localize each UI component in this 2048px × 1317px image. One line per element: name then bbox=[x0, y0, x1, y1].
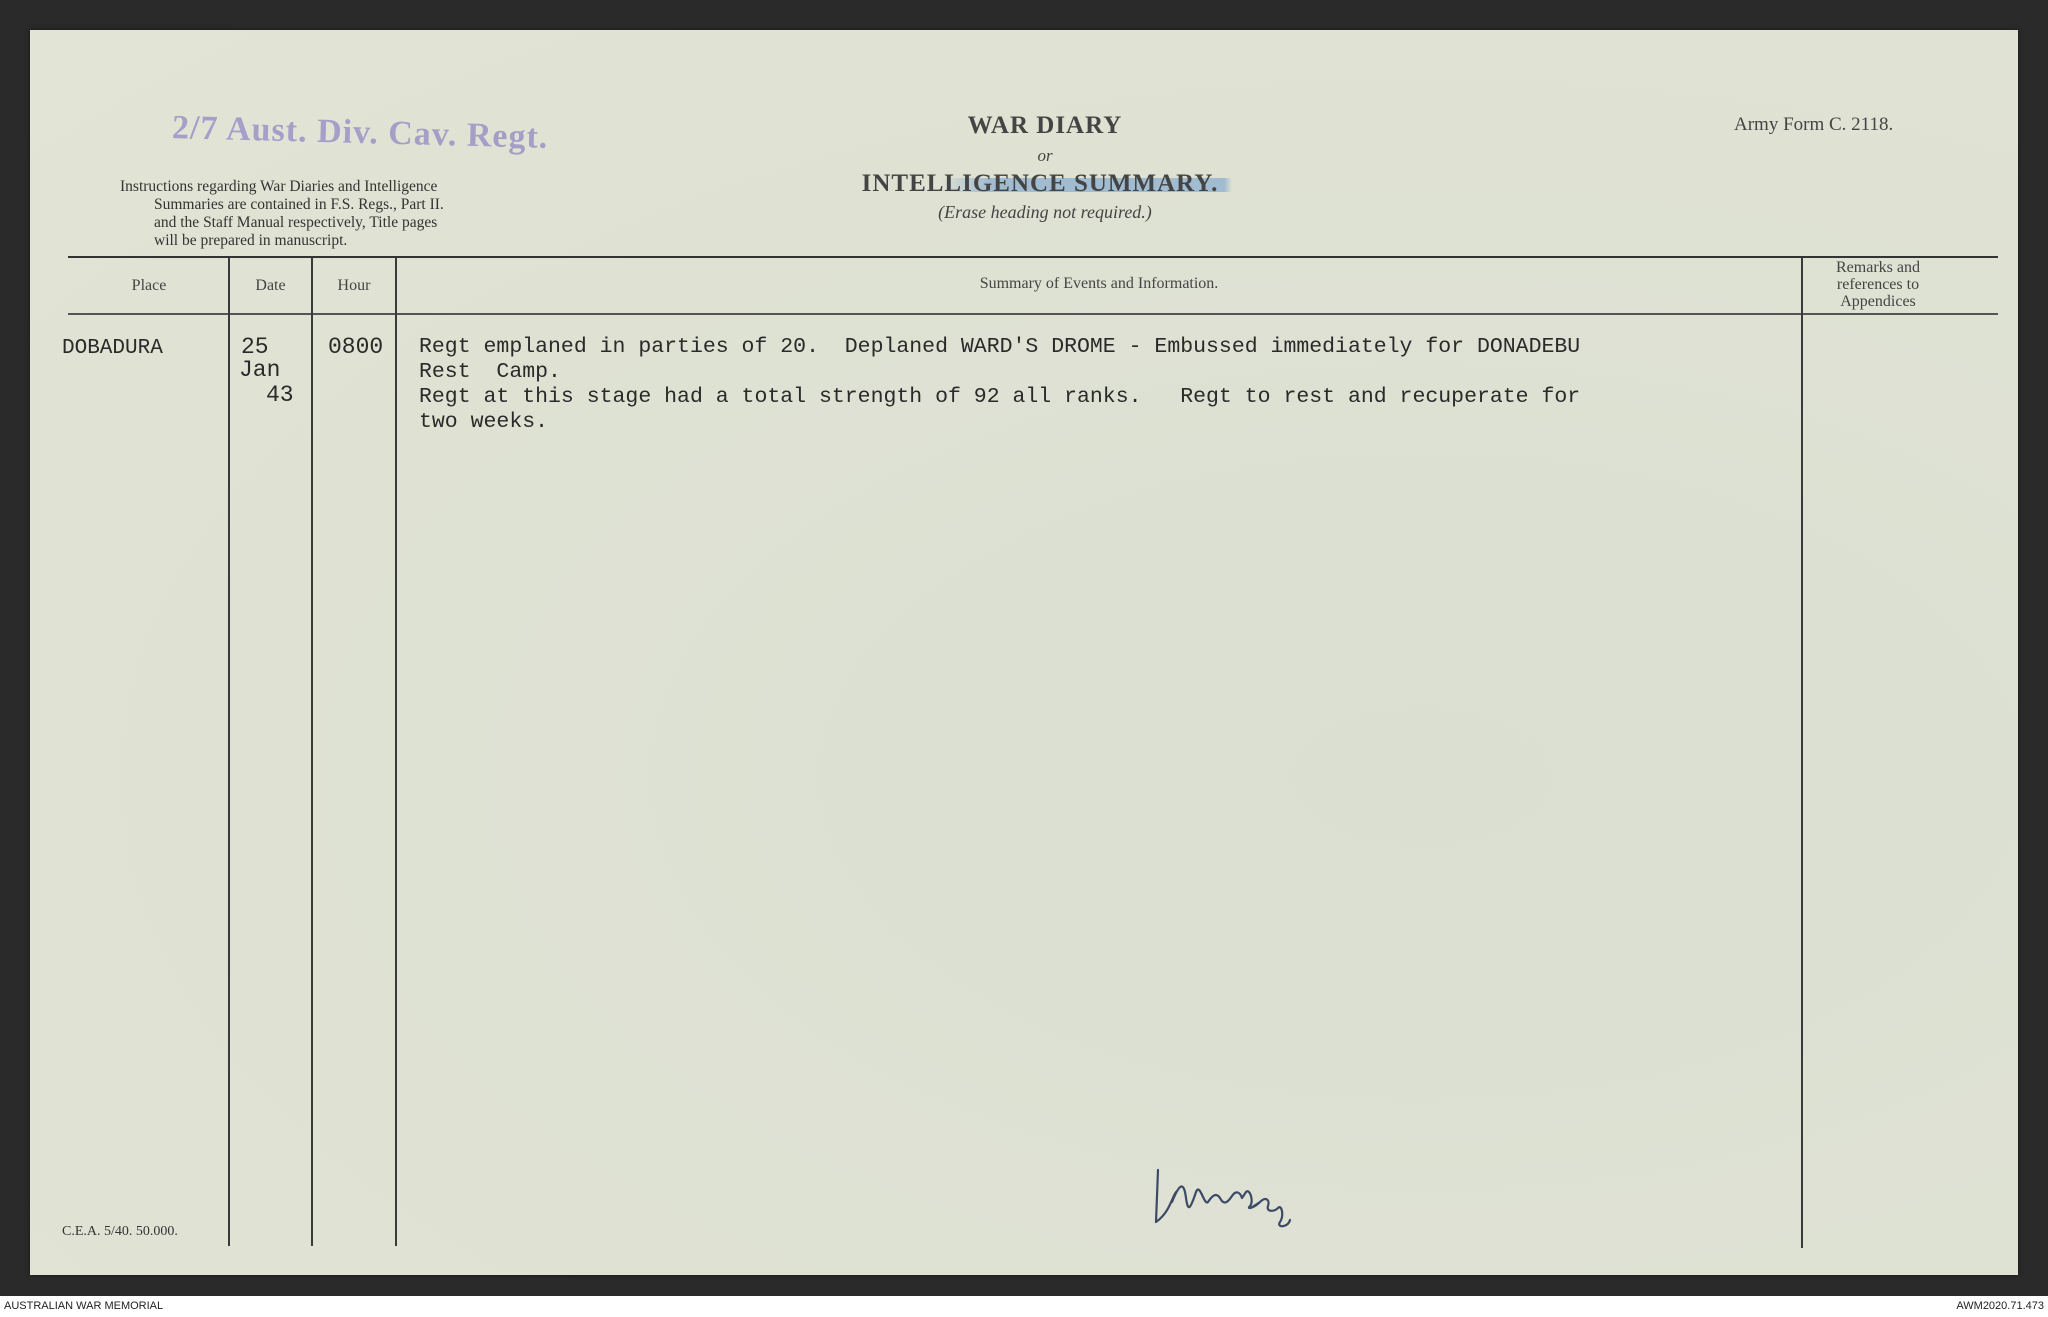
entry-summary-line-2: Rest Camp. bbox=[419, 360, 561, 384]
entry-summary-line-4: two weeks. bbox=[419, 410, 549, 434]
header-date: Date bbox=[255, 277, 286, 294]
header-remarks-line-2: references to bbox=[1836, 276, 1920, 293]
instructions-line-1: Instructions regarding War Diaries and Intelligence bbox=[120, 178, 438, 195]
table-header-rule bbox=[68, 313, 1998, 315]
entry-date-day: 25 bbox=[241, 334, 269, 360]
header-summary: Summary of Events and Information. bbox=[979, 275, 1219, 292]
entry-summary-line-3: Regt at this stage had a total strength of 92 all ranks. Regt to rest and recuperate for bbox=[419, 385, 1581, 409]
header-remarks bbox=[1803, 259, 1953, 310]
table-top-rule bbox=[68, 256, 1998, 258]
title-or: or bbox=[1037, 146, 1053, 165]
handwritten-signature bbox=[1150, 1162, 1310, 1242]
column-divider-remarks bbox=[1801, 258, 1803, 1248]
column-divider-date bbox=[228, 258, 230, 1246]
instructions-line-4: will be prepared in manuscript. bbox=[154, 232, 348, 249]
entry-summary-line-1: Regt emplaned in parties of 20. Deplaned WARD'S DROME - Embussed immediately for DONADEBU bbox=[419, 335, 1581, 359]
entry-date-year: 43 bbox=[266, 382, 294, 408]
column-divider-summary bbox=[395, 258, 397, 1246]
header-remarks-line-3: Appendices bbox=[1840, 293, 1916, 310]
header-place: Place bbox=[131, 277, 167, 294]
archive-footer bbox=[0, 1296, 2048, 1317]
instructions-text bbox=[120, 178, 592, 250]
print-code: C.E.A. 5/40. 50.000. bbox=[62, 1224, 178, 1239]
header-hour: Hour bbox=[337, 277, 371, 294]
instructions-line-3: and the Staff Manual respectively, Title pages bbox=[154, 214, 438, 231]
title-war-diary: WAR DIARY bbox=[967, 112, 1123, 139]
footer-institution: AUSTRALIAN WAR MEMORIAL bbox=[4, 1300, 164, 1312]
entry-date-month: Jan bbox=[239, 357, 281, 383]
title-block bbox=[790, 112, 1300, 223]
instructions-line-2: Summaries are contained in F.S. Regs., Part II. bbox=[154, 196, 444, 213]
entry-place: DOBADURA bbox=[62, 337, 163, 360]
header-remarks-line-1: Remarks and bbox=[1836, 259, 1920, 276]
title-erase-note: (Erase heading not required.) bbox=[938, 202, 1152, 222]
entry-hour: 0800 bbox=[328, 334, 384, 360]
unit-stamp: 2/7 Aust. Div. Cav. Regt. bbox=[171, 109, 549, 156]
title-intelligence-summary: INTELLIGENCE SUMMARY. bbox=[858, 170, 1233, 198]
army-form-number: Army Form C. 2118. bbox=[1734, 114, 1894, 135]
war-diary-page bbox=[30, 30, 2018, 1275]
column-divider-hour bbox=[311, 258, 313, 1246]
footer-accession: AWM2020.71.473 bbox=[1956, 1300, 2044, 1312]
